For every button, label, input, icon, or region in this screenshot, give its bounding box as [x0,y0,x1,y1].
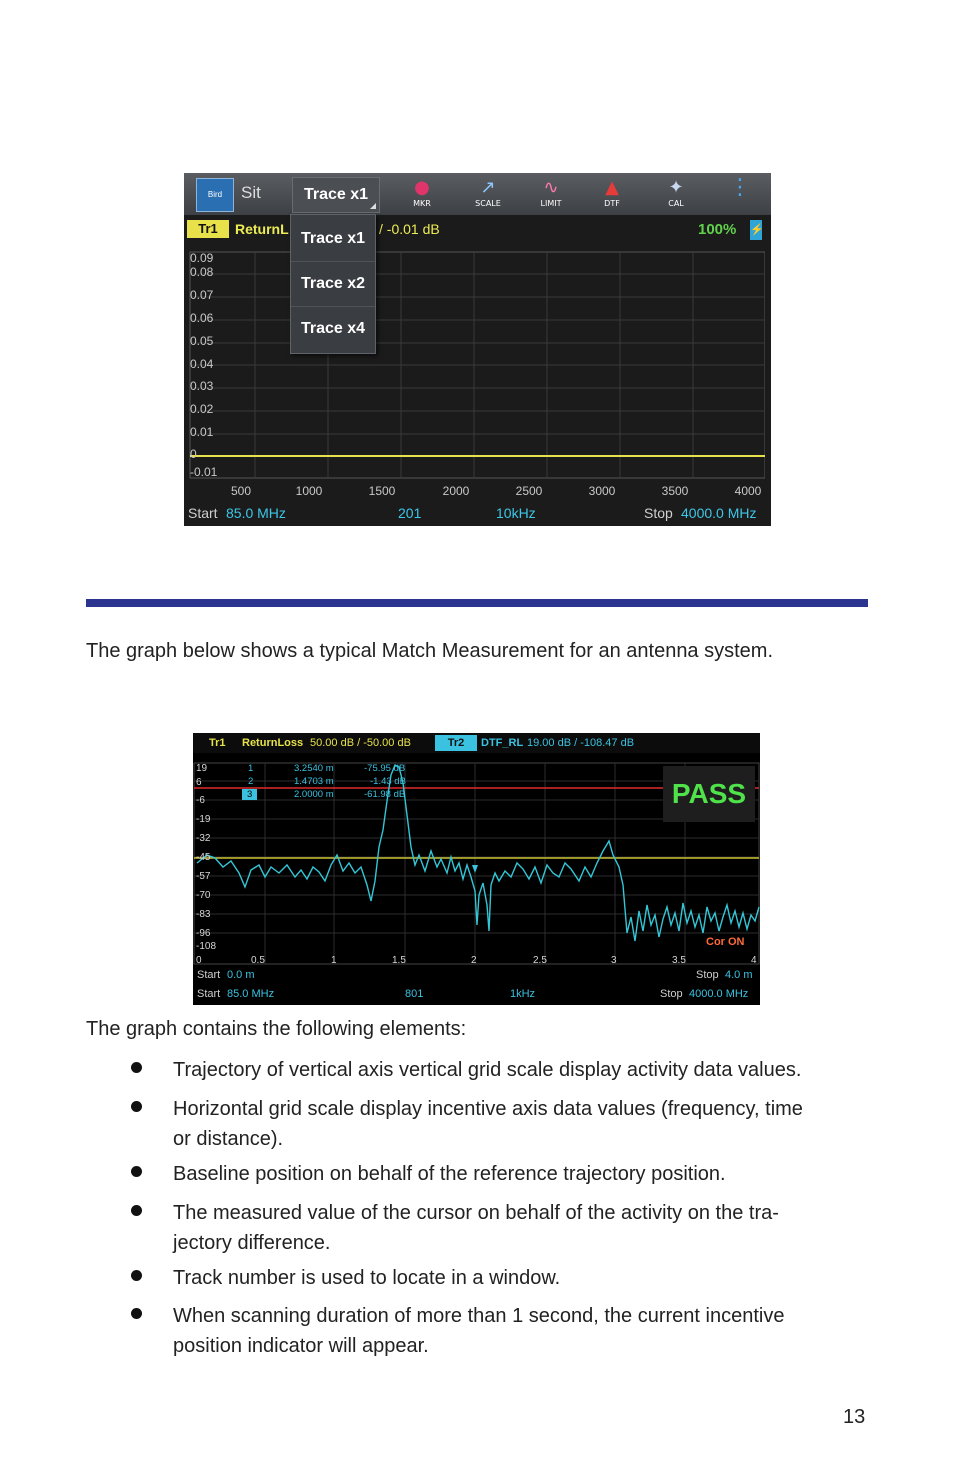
points-count[interactable]: 801 [405,988,424,1000]
plot-grid [190,252,765,478]
intro-paragraph: The graph below shows a typical Match Measurement for an antenna system. [86,640,774,662]
app-logo[interactable]: Bird [196,178,234,212]
warning-icon: ▲ [605,177,619,198]
start-frequency[interactable]: 85.0 MHz [226,505,286,521]
x-tick: 3500 [661,484,689,498]
trace-scale-values: / -0.01 dB [379,221,440,237]
y-tick: 0.05 [190,334,214,348]
menu-item-trace-x2[interactable]: Trace x2 [291,262,375,307]
tr1-name: ReturnLoss [242,737,304,749]
x-tick: 1000 [295,484,323,498]
more-button[interactable] [720,177,760,213]
x-tick: 2 [471,955,477,966]
y-tick: -70 [196,890,211,901]
limit-label: LIMIT [540,199,562,208]
y-tick: 0.03 [190,379,214,393]
marker-id-active[interactable]: 3 [242,789,257,800]
y-tick: 6 [196,777,202,788]
marker-position: 2.0000 m [294,789,334,800]
bullet-text: Horizontal grid scale display incentive axis data values (frequency, time or distance). [173,1098,803,1150]
y-tick: 0.01 [190,425,214,439]
bullet-text: Baseline position on behalf of the reference trajectory position. [173,1163,726,1185]
bullet-text: Trajectory of vertical axis vertical grid scale display activity data values. [173,1059,802,1081]
limit-icon: ∿ [543,177,559,198]
app-title: Sit [241,183,261,202]
distance-stop-label: Stop [696,969,719,981]
y-tick: 0.07 [190,288,214,302]
map-pin-icon: ● [414,177,430,198]
y-tick: 19 [196,763,208,774]
if-bandwidth[interactable]: 10kHz [496,505,536,521]
x-tick: 4000 [734,484,762,498]
x-tick: 1500 [368,484,396,498]
battery-icon: ⚡ [750,220,762,240]
battery-level: 100% [698,221,737,238]
y-tick: 0.09 [190,251,214,265]
stop-frequency[interactable]: 4000.0 MHz [681,505,757,521]
trace-plot[interactable] [188,250,765,482]
y-tick: -108 [196,941,217,952]
section-divider [86,599,868,607]
marker-value: -1.43 dB [370,776,406,787]
x-tick: 2500 [515,484,543,498]
y-tick: 0 [190,447,197,461]
freq-stop[interactable]: 4000.0 MHz [689,988,749,1000]
dtf-label: DTF [604,199,620,208]
satellite-icon: ✦ [668,177,684,198]
correction-status: Cor ON [706,936,745,948]
distance-start-label: Start [197,969,221,981]
bullet-dot [131,1101,142,1112]
x-tick: 4 [751,955,757,966]
x-tick: 0 [196,955,202,966]
bullet-dot [131,1062,142,1073]
trace-dropdown-menu [290,214,376,354]
x-tick: 0.5 [251,955,265,966]
distance-stop[interactable]: 4.0 m [725,969,753,981]
x-tick: 1.5 [392,955,406,966]
cal-button[interactable] [656,177,696,213]
bullet-dot [131,1205,142,1216]
scale-label: SCALE [475,199,501,208]
y-tick: 0.02 [190,402,214,416]
marker-id[interactable]: 2 [248,776,254,787]
trace-badge[interactable]: Tr1 [187,220,229,238]
y-tick: -32 [196,833,211,844]
freq-start-label: Start [197,988,221,1000]
elements-intro: The graph contains the following elements: [86,1018,467,1040]
menu-item-trace-x1[interactable]: Trace x1 [291,217,375,262]
points-count[interactable]: 201 [398,505,422,521]
scale-icon: ↗ [480,177,496,198]
y-tick: -83 [196,909,211,920]
bullet-dot [131,1270,142,1281]
freq-start[interactable]: 85.0 MHz [227,988,275,1000]
y-tick: 0.08 [190,265,214,279]
tr1-values: 50.00 dB / -50.00 dB [310,737,411,749]
start-label: Start [188,505,218,521]
marker-3-triangle[interactable] [472,865,478,873]
bullet-text: When scanning duration of more than 1 second, the current incentive position indicator will appear. [173,1305,785,1357]
x-tick: 3000 [588,484,616,498]
trace-name: ReturnL [235,221,289,237]
dtf-button[interactable] [592,177,632,213]
x-tick: 2.5 [533,955,547,966]
limit-button[interactable] [531,177,571,213]
x-tick: 3.5 [672,955,686,966]
page-number: 13 [843,1406,866,1428]
marker-position: 1.4703 m [294,776,334,787]
marker-button[interactable] [402,177,442,213]
x-tick: 1 [331,955,337,966]
freq-stop-label: Stop [660,988,683,1000]
scale-button[interactable] [468,177,508,213]
marker-position: 3.2540 m [294,763,334,774]
if-bandwidth[interactable]: 1kHz [510,988,536,1000]
y-tick: 0.04 [190,357,214,371]
y-tick: -6 [196,795,205,806]
trace-menu-screenshot [184,173,771,526]
y-tick: -19 [196,814,211,825]
marker-value: -61.98 dB [364,789,406,800]
y-tick: -45 [196,852,211,863]
marker-id[interactable]: 1 [248,763,254,774]
bullet-dot [131,1166,142,1177]
menu-item-trace-x4[interactable]: Trace x4 [300,320,366,337]
tr2-label[interactable]: Tr2 [435,735,477,751]
marker-value: -75.95 dB [364,763,406,774]
tr2-name: DTF_RL [481,737,524,749]
cal-label: CAL [668,199,684,208]
x-tick: 3 [611,955,617,966]
bullet-text: The measured value of the cursor on behalf of the activity on the tra- jectory difference. [173,1202,779,1254]
bullet-dot [131,1308,142,1319]
y-tick: 0.06 [190,311,214,325]
bullet-text: Track number is used to locate in a window. [173,1267,561,1289]
x-tick: 500 [230,484,252,498]
trace-selector-button[interactable]: Trace x1 [292,177,380,213]
distance-start[interactable]: 0.0 m [227,969,255,981]
pass-indicator: PASS [663,766,755,822]
tr2-values: 19.00 dB / -108.47 dB [527,737,635,749]
y-tick: -96 [196,928,211,939]
marker-label: MKR [413,199,431,208]
more-vertical-icon: ⋮ [729,175,751,200]
x-tick: 2000 [442,484,470,498]
stop-label: Stop [644,505,673,521]
y-tick: -57 [196,871,211,882]
match-measurement-screenshot [193,733,760,1005]
y-tick: -0.01 [190,465,218,479]
tr1-label[interactable]: Tr1 [209,737,226,749]
